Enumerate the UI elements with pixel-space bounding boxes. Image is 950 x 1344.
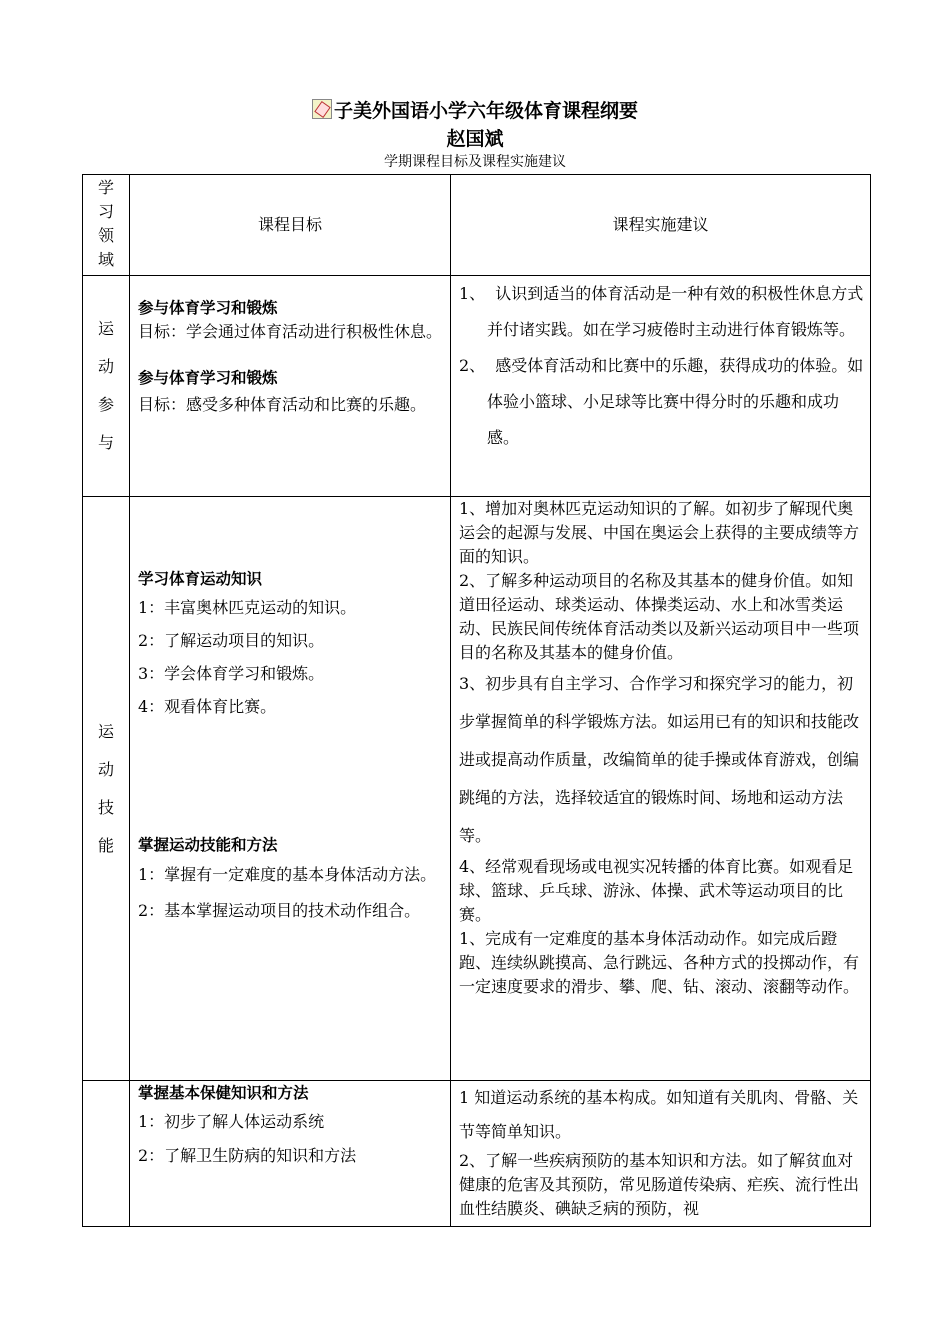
goal-text: 目标：学会通过体育活动进行积极性休息。 (138, 322, 443, 341)
area-char: 动 (97, 357, 114, 376)
item-number: 1、 (459, 284, 486, 303)
area-header-char: 域 (97, 250, 114, 269)
table-caption: 学期课程目标及课程实施建议 (384, 154, 566, 170)
table-header-row (83, 175, 871, 276)
area-char: 能 (97, 835, 114, 855)
goal-heading: 掌握运动技能和方法 (138, 836, 278, 854)
goal-item: 2：基本掌握运动项目的技术动作组合。 (138, 901, 421, 920)
suggestion-item (459, 348, 864, 456)
item-number: 2、 (459, 356, 486, 375)
suggestion-item: 3、初步具有自主学习、合作学习和探究学习的能力，初步掌握简单的科学锻炼方法。如运用已有的知识和技能改进或提高动作质量，改编简单的徒手操或体育游戏，创编跳绳的方法，选择较适宜的锻炼时间、场地和运动方法等。 (459, 674, 860, 845)
goal-heading: 参与体育学习和锻炼 (138, 369, 278, 387)
goal-cell (130, 1081, 451, 1227)
title-text: 子美外国语小学六年级体育课程纲要 (333, 100, 638, 122)
suggestion-item: 4、经常观看现场或电视实况转播的体育比赛。如观看足球、篮球、乒乓球、游泳、体操、武术等运动项目的比赛。 (459, 857, 854, 924)
goal-heading: 参与体育学习和锻炼 (138, 299, 278, 317)
document-title (0, 98, 950, 124)
table-row (83, 276, 871, 497)
area-cell (83, 276, 130, 497)
goal-item: 1：掌握有一定难度的基本身体活动方法。 (138, 865, 437, 884)
goal-text: 目标：感受多种体育活动和比赛的乐趣。 (138, 395, 427, 414)
goal-cell (130, 276, 451, 497)
suggestion-item: 1 知道运动系统的基本构成。如知道有关肌肉、骨骼、关节等简单知识。 (459, 1088, 859, 1141)
area-char: 技 (97, 797, 114, 817)
area-header-char: 领 (97, 226, 114, 245)
area-header-char: 习 (97, 202, 114, 221)
goal-item: 4：观看体育比赛。 (138, 697, 277, 716)
area-cell (83, 497, 130, 1081)
item-text: 感受体育活动和比赛中的乐趣，获得成功的体验。如体验小篮球、小足球等比赛中得分时的乐趣和成功感。 (487, 356, 864, 447)
area-char: 参 (97, 395, 114, 414)
header-area-cell (83, 175, 130, 276)
suggestion-cell (451, 276, 871, 497)
goal-cell (130, 497, 451, 1081)
suggestion-cell (451, 1081, 871, 1227)
table-row (83, 497, 871, 1081)
area-cell (83, 1081, 130, 1227)
goal-heading: 学习体育运动知识 (138, 570, 263, 588)
goal-item: 2：了解运动项目的知识。 (138, 631, 325, 650)
author-name: 赵国斌 (446, 128, 504, 150)
suggestion-item: 2、了解一些疾病预防的基本知识和方法。如了解贫血对健康的危害及其预防，常见肠道传染病、疟疾、流行性出血性结膜炎、碘缺乏病的预防，视 (459, 1151, 860, 1218)
table-row (83, 1081, 871, 1227)
suggestion-item: 1、增加对奥林匹克运动知识的了解。如初步了解现代奥运会的起源与发展、中国在奥运会上获得的主要成绩等方面的知识。 (459, 499, 860, 566)
goal-item: 1：丰富奥林匹克运动的知识。 (138, 598, 357, 617)
area-header-char: 学 (97, 178, 114, 197)
area-char: 与 (97, 433, 114, 452)
header-goal-cell (130, 175, 451, 276)
goal-heading: 掌握基本保健知识和方法 (138, 1084, 309, 1102)
area-char: 运 (97, 319, 114, 338)
area-char: 动 (97, 759, 114, 779)
suggestion-item: 1、完成有一定难度的基本身体活动动作。如完成后蹬跑、连续纵跳摸高、急行跳远、各种方式的投掷动作，有一定速度要求的滑步、攀、爬、钻、滚动、滚翻等动作。 (459, 929, 860, 996)
curriculum-table (82, 174, 871, 1227)
broken-image-icon (312, 99, 332, 119)
header-suggestion-cell (451, 175, 871, 276)
suggestion-item (459, 276, 864, 348)
goal-item: 2：了解卫生防病的知识和方法 (138, 1146, 357, 1165)
suggestion-cell (451, 497, 871, 1081)
area-char: 运 (97, 721, 114, 741)
suggestion-header: 课程实施建议 (612, 215, 709, 234)
suggestion-item: 2、了解多种运动项目的名称及其基本的健身价值。如知道田径运动、球类运动、体操类运动、水上和冰雪类运动、民族民间传统体育活动类以及新兴运动项目中一些项目的名称及其基本的健身价值。 (459, 571, 860, 662)
item-text: 认识到适当的体育活动是一种有效的积极性休息方式并付诸实践。如在学习疲倦时主动进行体育锻炼等。 (487, 284, 864, 339)
goal-item: 3：学会体育学习和锻炼。 (138, 664, 325, 683)
goal-header: 课程目标 (257, 215, 322, 234)
goal-item: 1：初步了解人体运动系统 (138, 1112, 325, 1131)
